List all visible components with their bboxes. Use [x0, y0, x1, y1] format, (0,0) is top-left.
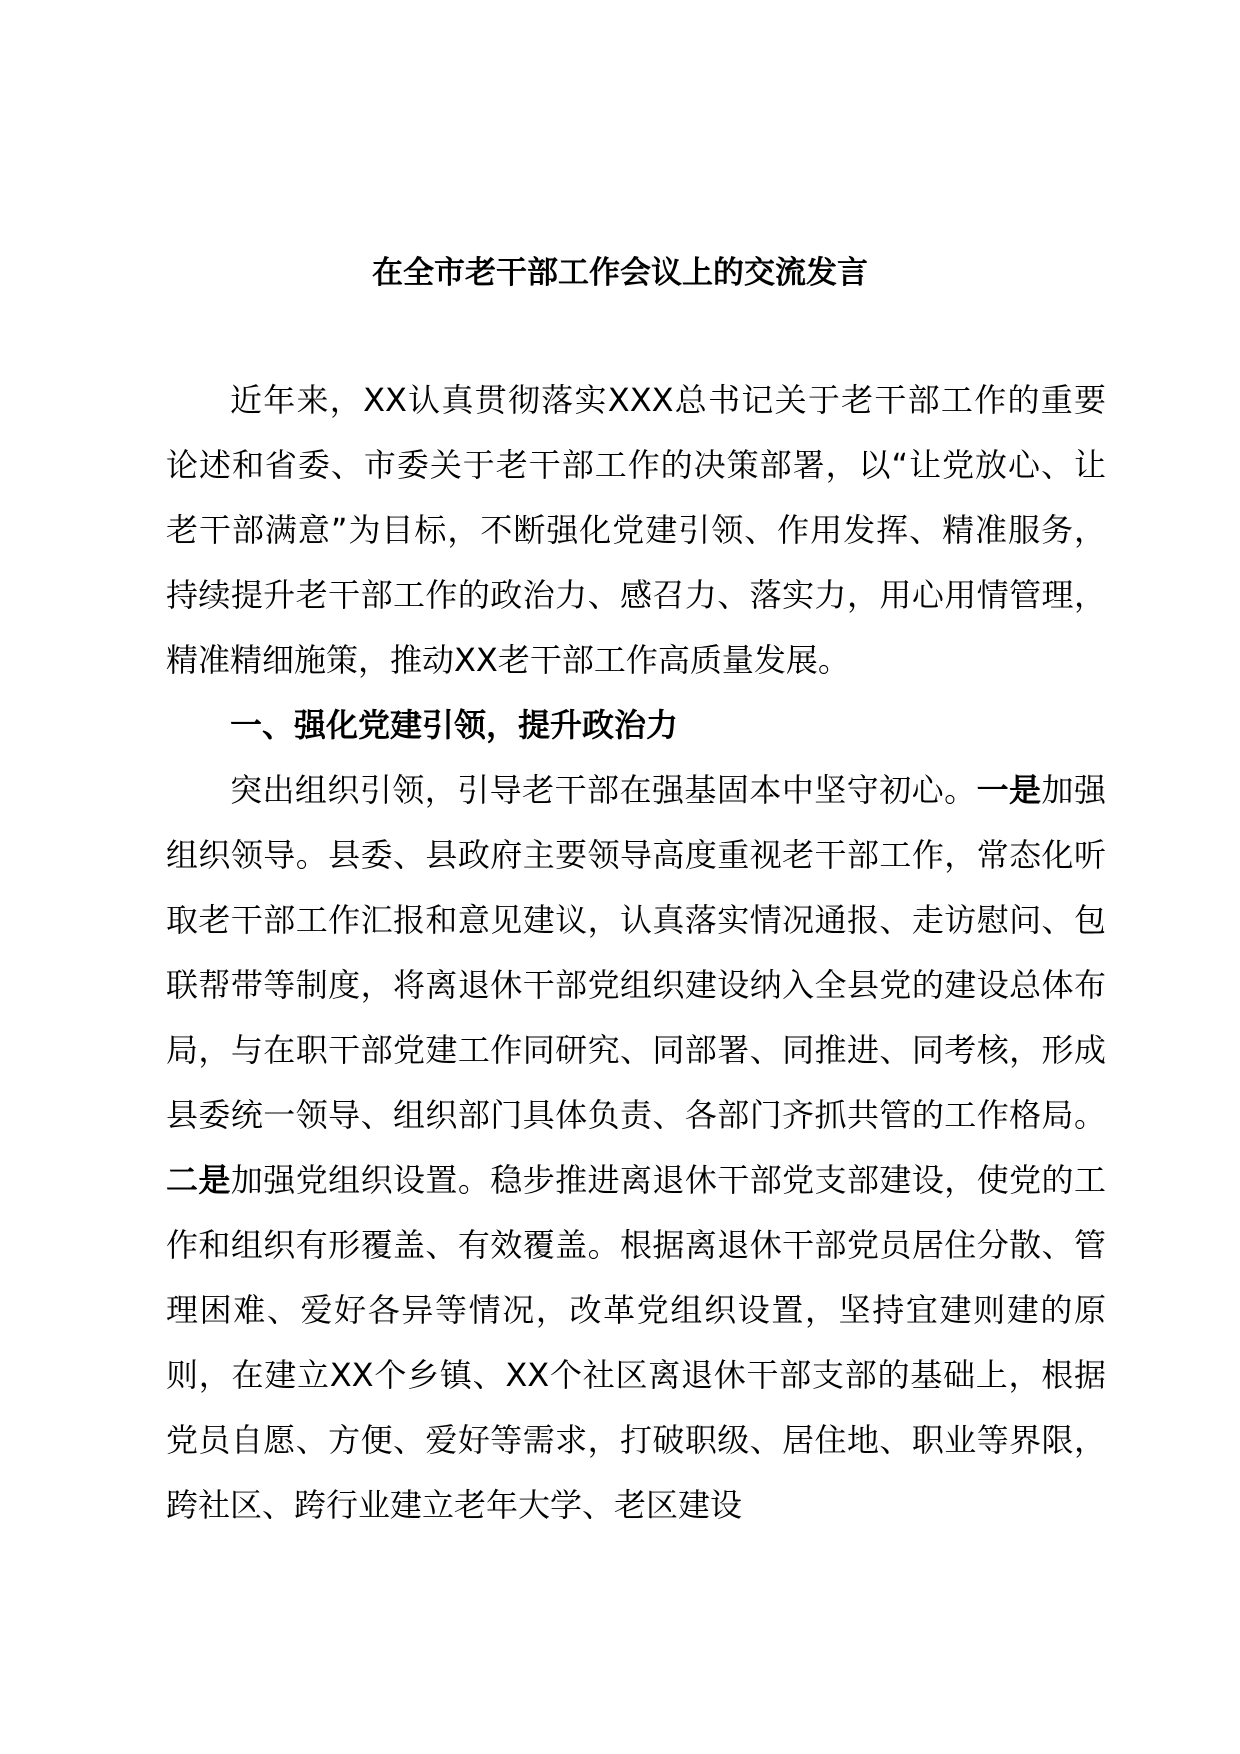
intro-paragraph: 近年来，XX认真贯彻落实XXX总书记关于老干部工作的重要论述和省委、市委关于老干部工作的决策部署，以“让党放心、让老干部满意”为目标，不断强化党建引领、作用发挥、精准服务，持续提升老干部工作的政治力、感召力、落实力，用心用情管理，精准精细施策，推动XX老干部工作高质量发展。 [166, 381, 1106, 679]
point-marker-2: 二是 [166, 1161, 231, 1199]
paragraph-lead: 突出组织引领，引导老干部在强基固本中坚守初心。 [230, 771, 977, 809]
section-paragraph [166, 758, 1106, 1538]
document-title: 在全市老干部工作会议上的交流发言 [372, 255, 868, 291]
point-text-1: 加强组织领导。县委、县政府主要领导高度重视老干部工作，常态化听取老干部工作汇报和意见建议，认真落实情况通报、走访慰问、包联帮带等制度，将离退休干部党组织建设纳入全县党的建设总体布局，与在职干部党建工作同研究、同部署、同推进、同考核，形成县委统一领导、组织部门具体负责、各部门齐抓共管的工作格局。 [166, 771, 1106, 1134]
point-marker-1: 一是 [976, 771, 1042, 809]
document-body [166, 368, 1106, 1538]
point-text-2: 加强党组织设置。稳步推进离退休干部党支部建设，使党的工作和组织有形覆盖、有效覆盖。根据离退休干部党员居住分散、管理困难、爱好各异等情况，改革党组织设置，坚持宜建则建的原则，在建立XX个乡镇、XX个社区离退休干部支部的基础上，根据党员自愿、方便、爱好等需求，打破职级、居住地、职业等界限，跨社区、跨行业建立老年大学、老区建设 [166, 1161, 1106, 1524]
section-heading: 一、强化党建引领，提升政治力 [230, 706, 679, 744]
